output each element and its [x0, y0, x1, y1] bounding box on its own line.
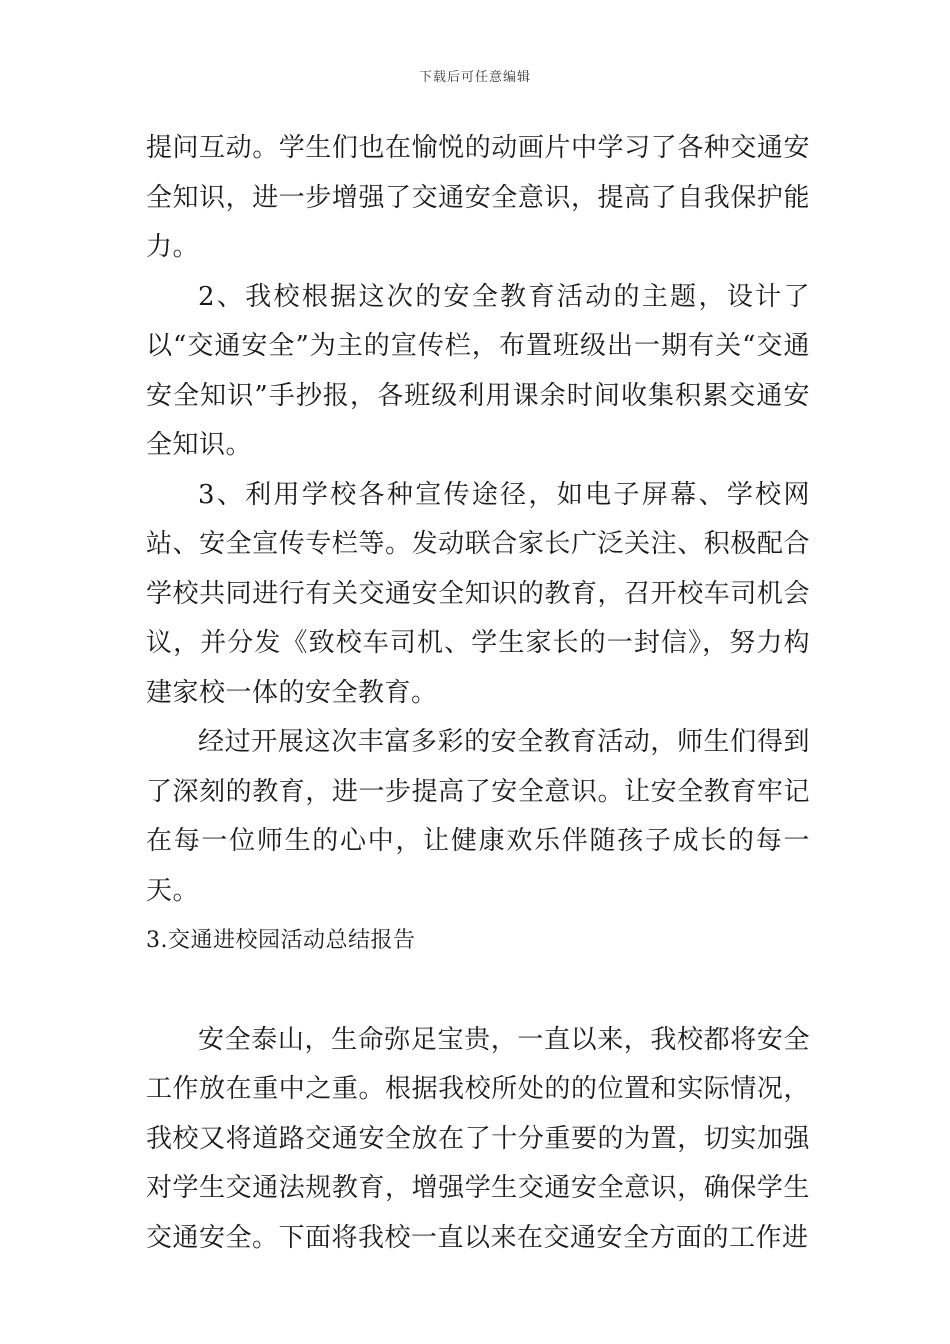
paragraph-item-2: 2、我校根据这次的安全教育活动的主题，设计了以“交通安全”为主的宣传栏，布置班级出一期有关“交通安全知识”手抄报，各班级利用课余时间收集积累交通安全知识。: [146, 281, 810, 460]
paragraph-continuation: 提问互动。学生们也在愉悦的动画片中学习了各种交通安全知识，进一步增强了交通安全意识，提高了自我保护能力。: [146, 133, 810, 262]
paragraph-item-3: 3、利用学校各种宣传途径，如电子屏幕、学校网站、安全宣传专栏等。发动联合家长广泛关注、积极配合学校共同进行有关交通安全知识的教育，召开校车司机会议，并分发《致校车司机、学生家长的一封信》，努力构建家校一体的安全教育。: [146, 479, 810, 708]
section-heading: 3.交通进校园活动总结报告: [146, 928, 416, 953]
document-body: [146, 124, 810, 1263]
page-header-note: 下载后可任意编辑: [418, 70, 531, 85]
paragraph-report-intro: 安全泰山，生命弥足宝贵，一直以来，我校都将安全工作放在重中之重。根据我校所处的的位置和实际情况，我校又将道路交通安全放在了十分重要的为置，切实加强对学生交通法规教育，增强学生交通安全意识，确保学生交通安全。下面将我校一直以来在交通安全方面的工作进: [146, 1024, 810, 1253]
paragraph-conclusion: 经过开展这次丰富多彩的安全教育活动，师生们得到了深刻的教育，进一步提高了安全意识。让安全教育牢记在每一位师生的心中，让健康欢乐伴随孩子成长的每一天。: [146, 727, 810, 906]
blank-spacer: [146, 966, 810, 1016]
